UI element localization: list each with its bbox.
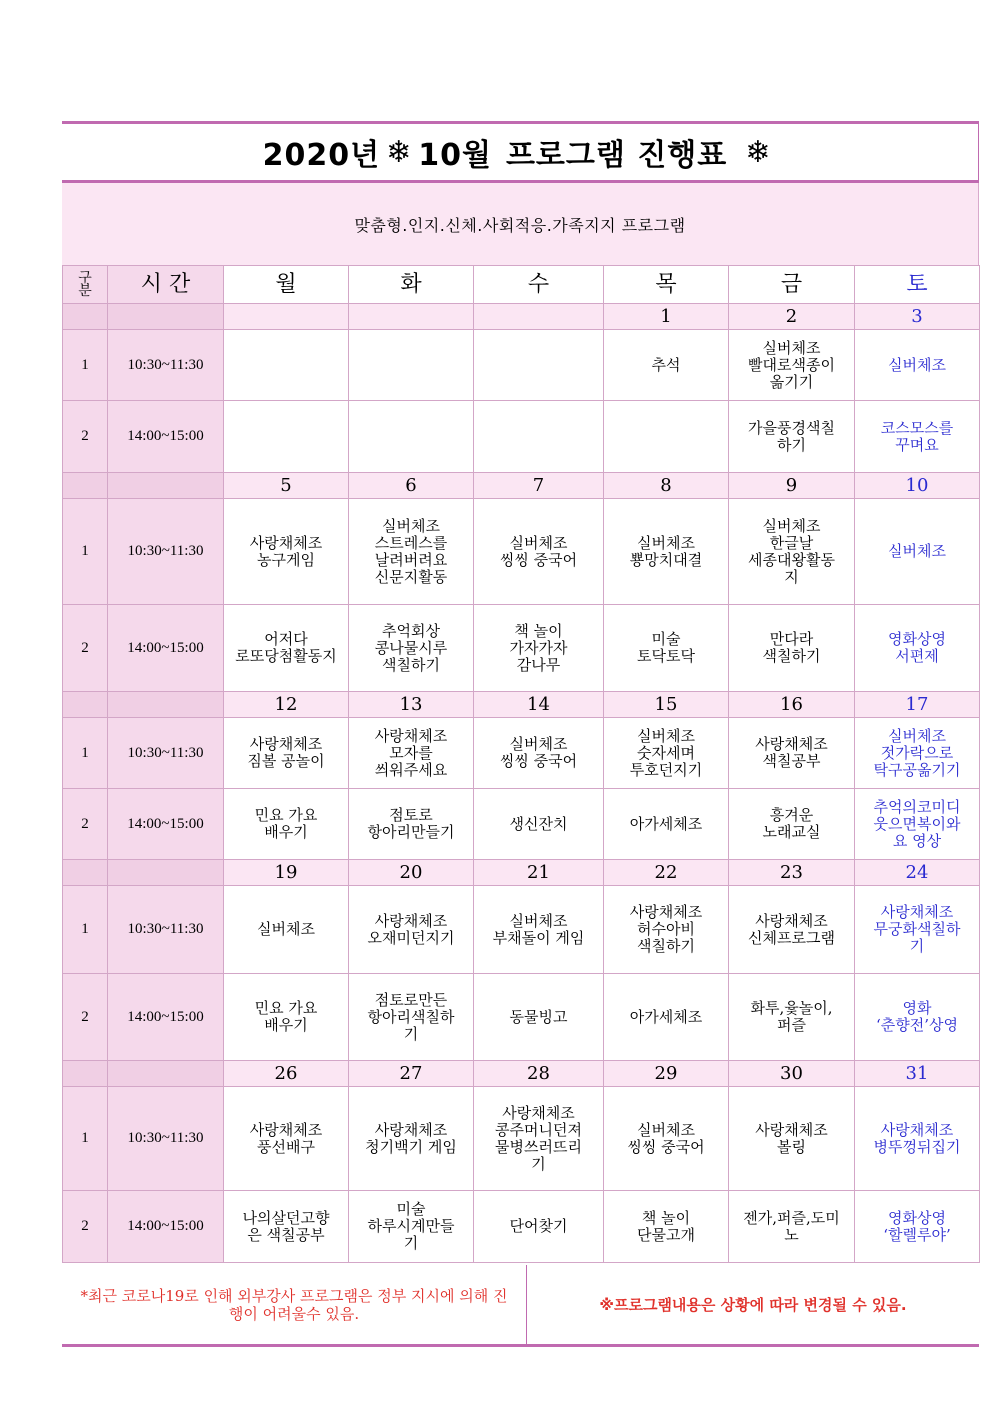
date-cell: 9 — [729, 473, 855, 499]
session-time: 14:00~15:00 — [108, 1191, 224, 1263]
date-cell: 2 — [729, 304, 855, 330]
program-cell: 사랑채체조 볼링 — [729, 1087, 855, 1191]
date-cell: 23 — [729, 860, 855, 886]
title-month: 10월 — [418, 138, 492, 173]
date-row — [63, 473, 980, 499]
date-cell: 6 — [349, 473, 474, 499]
session-number: 2 — [63, 605, 108, 692]
schedule-table — [62, 265, 980, 1263]
program-cell: 실버체조 빨대로색종이 옮기기 — [729, 330, 855, 401]
program-cell: 만다라 색칠하기 — [729, 605, 855, 692]
date-cell: 1 — [604, 304, 729, 330]
session-row — [63, 1191, 980, 1263]
program-cell — [474, 401, 604, 473]
session-row — [63, 718, 980, 789]
program-cell: 실버체조 — [855, 499, 980, 605]
session-row — [63, 499, 980, 605]
program-cell: 추억회상 콩나물시루 색칠하기 — [349, 605, 474, 692]
date-row — [63, 860, 980, 886]
program-cell: 젠가,퍼즐,도미 노 — [729, 1191, 855, 1263]
program-cell: 미술 하루시계만들 기 — [349, 1191, 474, 1263]
date-row — [63, 1061, 980, 1087]
program-cell: 실버체조 한글날 세종대왕활동 지 — [729, 499, 855, 605]
program-cell — [224, 330, 349, 401]
program-cell: 사랑채체조 오재미던지기 — [349, 886, 474, 974]
header-day: 토 — [855, 266, 980, 304]
program-cell: 민요 가요 배우기 — [224, 789, 349, 860]
session-number: 2 — [63, 401, 108, 473]
program-cell: 사랑채체조 콩주머니던져 물병쓰러뜨리 기 — [474, 1087, 604, 1191]
program-cell: 점토로 항아리만들기 — [349, 789, 474, 860]
session-row — [63, 401, 980, 473]
program-cell: 아가세체조 — [604, 974, 729, 1061]
session-row — [63, 605, 980, 692]
session-time: 10:30~11:30 — [108, 886, 224, 974]
session-time: 14:00~15:00 — [108, 605, 224, 692]
program-cell: 사랑채체조 청기백기 게임 — [349, 1087, 474, 1191]
session-time: 14:00~15:00 — [108, 401, 224, 473]
header-row — [63, 266, 980, 304]
program-cell: 실버체조 숫자세며 투호던지기 — [604, 718, 729, 789]
date-cell: 14 — [474, 692, 604, 718]
program-cell: 아가세체조 — [604, 789, 729, 860]
date-cell: 10 — [855, 473, 980, 499]
date-cell: 26 — [224, 1061, 349, 1087]
program-cell: 나의살던고향 은 색칠공부 — [224, 1191, 349, 1263]
date-cell: 22 — [604, 860, 729, 886]
date-time-blank — [108, 473, 224, 499]
program-cell — [349, 401, 474, 473]
date-gubun-blank — [63, 304, 108, 330]
date-cell: 29 — [604, 1061, 729, 1087]
program-cell: 영화 ‘춘향전’상영 — [855, 974, 980, 1061]
program-cell: 실버체조 뿅망치대결 — [604, 499, 729, 605]
program-cell: 영화상영 ‘할렐루야’ — [855, 1191, 980, 1263]
date-cell: 19 — [224, 860, 349, 886]
session-row — [63, 1087, 980, 1191]
date-cell: 12 — [224, 692, 349, 718]
session-row — [63, 974, 980, 1061]
program-cell: 책 놀이 단물고개 — [604, 1191, 729, 1263]
program-cell: 추억의코미디 웃으면복이와 요 영상 — [855, 789, 980, 860]
session-row — [63, 330, 980, 401]
program-cell: 코스모스를 꾸며요 — [855, 401, 980, 473]
snowflake-icon: ❄ — [386, 134, 413, 170]
session-number: 1 — [63, 1087, 108, 1191]
title-year: 2020년 — [262, 138, 381, 173]
program-cell — [224, 401, 349, 473]
header-day: 월 — [224, 266, 349, 304]
program-cell: 흥겨운 노래교실 — [729, 789, 855, 860]
session-time: 14:00~15:00 — [108, 789, 224, 860]
program-cell: 사랑채체조 풍선배구 — [224, 1087, 349, 1191]
date-cell: 16 — [729, 692, 855, 718]
date-cell: 28 — [474, 1061, 604, 1087]
program-cell: 실버체조 씽씽 중국어 — [604, 1087, 729, 1191]
header-gubun: 구 분 — [63, 266, 108, 304]
session-number: 1 — [63, 330, 108, 401]
date-cell — [474, 304, 604, 330]
program-cell — [604, 401, 729, 473]
program-cell: 사랑채체조 허수아비 색칠하기 — [604, 886, 729, 974]
program-cell: 사랑채체조 신체프로그램 — [729, 886, 855, 974]
header-day: 금 — [729, 266, 855, 304]
date-gubun-blank — [63, 473, 108, 499]
date-cell: 21 — [474, 860, 604, 886]
session-row — [63, 886, 980, 974]
date-cell: 3 — [855, 304, 980, 330]
session-number: 1 — [63, 499, 108, 605]
session-time: 14:00~15:00 — [108, 974, 224, 1061]
program-cell: 실버체조 스트레스를 날려버려요 신문지활동 — [349, 499, 474, 605]
program-cell: 실버체조 씽씽 중국어 — [474, 718, 604, 789]
date-time-blank — [108, 1061, 224, 1087]
date-cell: 8 — [604, 473, 729, 499]
change-notice: ※프로그램내용은 상황에 따라 변경될 수 있음. — [599, 1296, 907, 1314]
session-number: 2 — [63, 1191, 108, 1263]
program-cell: 점토로만든 항아리색칠하 기 — [349, 974, 474, 1061]
header-day: 목 — [604, 266, 729, 304]
date-cell — [224, 304, 349, 330]
date-row — [63, 692, 980, 718]
program-cell: 책 놀이 가자가자 감나무 — [474, 605, 604, 692]
session-time: 10:30~11:30 — [108, 499, 224, 605]
date-gubun-blank — [63, 1061, 108, 1087]
header-day: 수 — [474, 266, 604, 304]
program-cell: 사랑채체조 짐볼 공놀이 — [224, 718, 349, 789]
date-cell: 31 — [855, 1061, 980, 1087]
program-subtitle: 맞춤형.인지.신체.사회적응.가족지지 프로그램 — [62, 183, 979, 265]
program-cell: 화투,윷놀이, 퍼즐 — [729, 974, 855, 1061]
session-number: 2 — [63, 789, 108, 860]
title-rest: 프로그램 진행표 — [505, 138, 728, 173]
page-title — [62, 121, 979, 183]
footer-notes — [62, 1265, 979, 1347]
program-cell: 생신잔치 — [474, 789, 604, 860]
program-cell — [349, 330, 474, 401]
program-cell: 가을풍경색칠 하기 — [729, 401, 855, 473]
date-gubun-blank — [63, 860, 108, 886]
program-cell: 실버체조 젓가락으로 탁구공옮기기 — [855, 718, 980, 789]
date-cell — [349, 304, 474, 330]
program-cell — [474, 330, 604, 401]
date-cell: 15 — [604, 692, 729, 718]
session-row — [63, 789, 980, 860]
program-cell: 동물빙고 — [474, 974, 604, 1061]
header-day: 화 — [349, 266, 474, 304]
date-cell: 5 — [224, 473, 349, 499]
program-cell: 실버체조 — [224, 886, 349, 974]
date-cell: 24 — [855, 860, 980, 886]
program-cell: 사랑채체조 병뚜껑뒤집기 — [855, 1087, 980, 1191]
date-cell: 27 — [349, 1061, 474, 1087]
covid-notice: *최근 코로나19로 인해 외부강사 프로그램은 정부 지시에 의해 진행이 어려울수 있음. — [62, 1265, 527, 1344]
schedule-sheet — [62, 121, 979, 1263]
program-cell: 실버체조 부채돌이 게임 — [474, 886, 604, 974]
date-cell: 13 — [349, 692, 474, 718]
session-time: 10:30~11:30 — [108, 330, 224, 401]
date-cell: 17 — [855, 692, 980, 718]
program-cell: 단어찾기 — [474, 1191, 604, 1263]
date-cell: 7 — [474, 473, 604, 499]
header-time: 시 간 — [108, 266, 224, 304]
date-cell: 30 — [729, 1061, 855, 1087]
program-cell: 사랑채체조 모자를 씌워주세요 — [349, 718, 474, 789]
date-time-blank — [108, 692, 224, 718]
program-cell: 민요 가요 배우기 — [224, 974, 349, 1061]
date-time-blank — [108, 860, 224, 886]
session-time: 10:30~11:30 — [108, 1087, 224, 1191]
session-number: 1 — [63, 718, 108, 789]
program-cell: 영화상영 서편제 — [855, 605, 980, 692]
program-cell: 사랑채체조 색칠공부 — [729, 718, 855, 789]
program-cell: 실버체조 — [855, 330, 980, 401]
session-time: 10:30~11:30 — [108, 718, 224, 789]
session-number: 1 — [63, 886, 108, 974]
program-cell: 추석 — [604, 330, 729, 401]
program-cell: 사랑채체조 농구게임 — [224, 499, 349, 605]
snowflake-icon: ❄ — [745, 134, 772, 170]
program-cell: 사랑채체조 무궁화색칠하 기 — [855, 886, 980, 974]
session-number: 2 — [63, 974, 108, 1061]
program-cell: 미술 토닥토닥 — [604, 605, 729, 692]
program-cell: 실버체조 씽씽 중국어 — [474, 499, 604, 605]
date-row — [63, 304, 980, 330]
date-gubun-blank — [63, 692, 108, 718]
program-cell: 어저다 로또당첨활동지 — [224, 605, 349, 692]
date-cell: 20 — [349, 860, 474, 886]
date-time-blank — [108, 304, 224, 330]
